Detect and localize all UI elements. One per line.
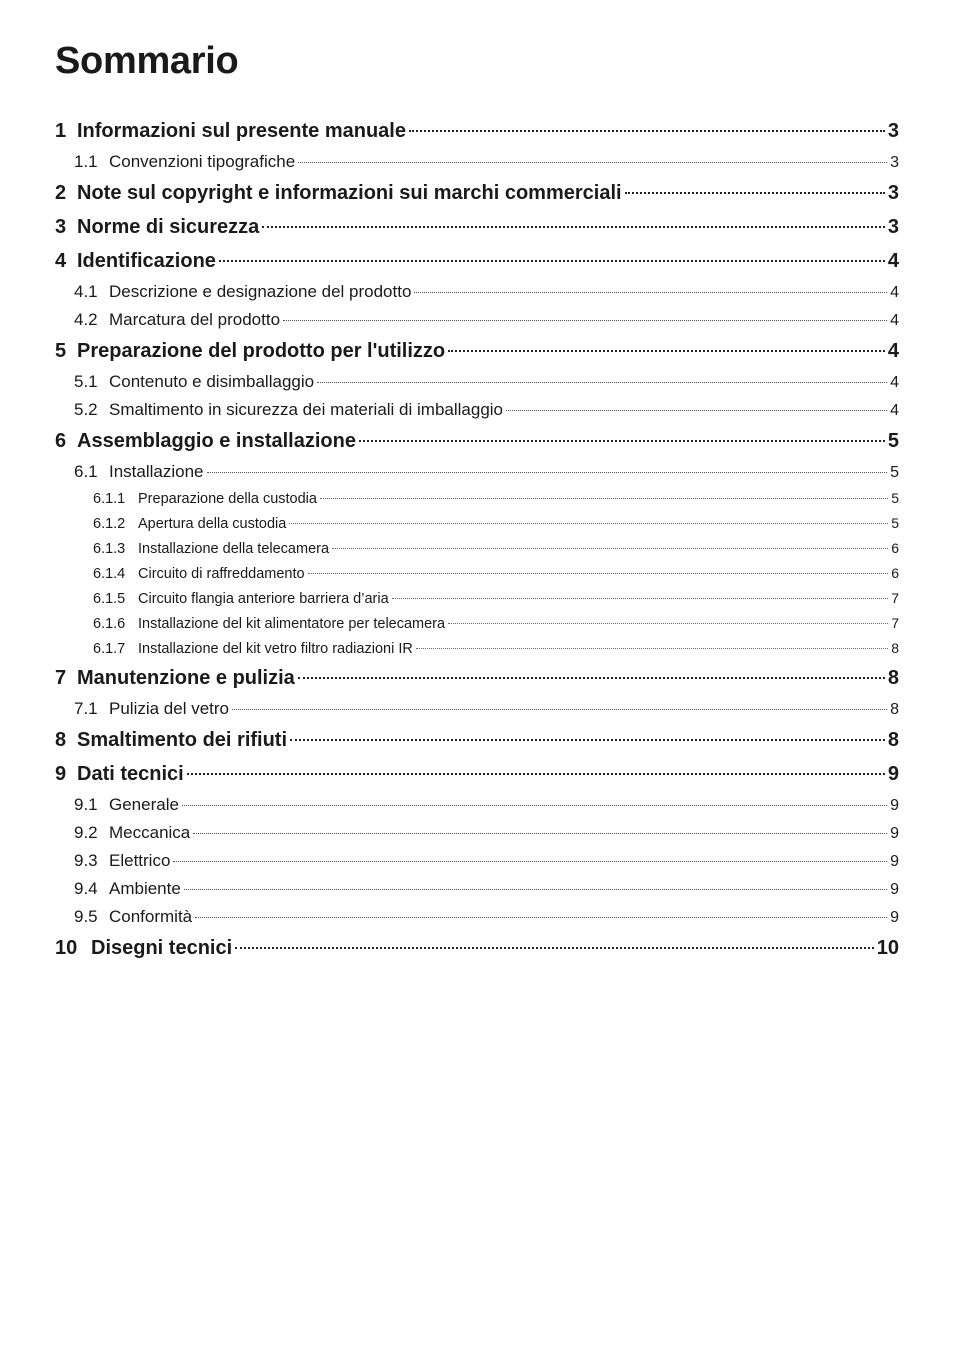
toc-entry-title: Apertura della custodia (138, 516, 287, 532)
dot-leader (416, 648, 888, 649)
dot-leader (207, 472, 888, 473)
toc-entry-label (93, 487, 317, 512)
toc-entry-label (74, 368, 314, 396)
toc-entry-number: 9.3 (74, 851, 98, 870)
toc-entry[interactable] (55, 636, 899, 661)
toc-entry-title: Installazione della telecamera (138, 541, 330, 557)
toc-entry-page-number: 3 (887, 216, 899, 238)
toc-entry-title: Circuito di raffreddamento (138, 566, 305, 582)
toc-entry[interactable] (55, 819, 899, 847)
toc-entry-title: Pulizia del vetro (109, 699, 230, 718)
toc-entry[interactable] (55, 306, 899, 334)
toc-entry-page-number: 9 (890, 881, 899, 898)
toc-entry[interactable] (55, 368, 899, 396)
dot-leader (625, 192, 885, 194)
toc-entry[interactable] (55, 611, 899, 636)
toc-entry-title: Dati tecnici (77, 763, 184, 785)
toc-entry[interactable] (55, 847, 899, 875)
toc-entry-title: Smaltimento dei rifiuti (77, 729, 288, 751)
toc-entry-number: 9.2 (74, 823, 98, 842)
toc-entry-label (55, 210, 259, 244)
toc-entry-label (74, 847, 170, 875)
toc-entry[interactable] (55, 176, 899, 210)
toc-entry-title: Meccanica (109, 823, 191, 842)
toc-entry[interactable] (55, 561, 899, 586)
toc-entry-label (74, 458, 204, 486)
toc-entry[interactable] (55, 511, 899, 536)
dot-leader (232, 709, 887, 710)
toc-entry-number: 9.4 (74, 879, 98, 898)
toc-entry-page-number: 3 (887, 182, 899, 204)
toc-entry-label (93, 562, 305, 587)
dot-leader (193, 833, 887, 834)
toc-entry-number: 6.1.4 (93, 566, 126, 582)
toc-entry-page-number: 9 (890, 853, 899, 870)
dot-leader (448, 350, 885, 352)
toc-entry-label (74, 819, 190, 847)
toc-entry-page-number: 10 (876, 937, 899, 959)
toc-entry-number: 6.1 (74, 462, 98, 481)
toc-entry-label (74, 306, 280, 334)
toc-entry-title: Preparazione della custodia (138, 491, 317, 507)
toc-entry-title: Installazione del kit alimentatore per telecamera (138, 616, 446, 632)
toc-entry-label (74, 903, 192, 931)
toc-entry-label (93, 587, 389, 612)
dot-leader (359, 440, 885, 442)
toc-entry-title: Convenzioni tipografiche (109, 152, 296, 171)
toc-entry-title: Descrizione e designazione del prodotto (109, 282, 412, 301)
toc-entry-number: 10 (55, 937, 78, 959)
toc-entry[interactable] (55, 661, 899, 695)
toc-entry-page-number: 8 (887, 667, 899, 689)
toc-entry[interactable] (55, 334, 899, 368)
dot-leader (392, 598, 889, 599)
toc-entry-title: Identificazione (77, 250, 216, 272)
toc-entry-title: Disegni tecnici (91, 937, 233, 959)
toc-page (55, 38, 899, 965)
toc-entry[interactable] (55, 875, 899, 903)
toc-entry-number: 2 (55, 182, 67, 204)
toc-entry-label (55, 114, 406, 148)
dot-leader (506, 410, 887, 411)
dot-leader (409, 130, 885, 132)
dot-leader (289, 523, 888, 524)
toc-entry-page-number: 7 (891, 590, 899, 606)
toc-entry-label (93, 537, 329, 562)
toc-entry-page-number: 4 (890, 402, 899, 419)
toc-entry-page-number: 4 (890, 312, 899, 329)
toc-entry-number: 3 (55, 216, 67, 238)
toc-entry-page-number: 3 (890, 154, 899, 171)
dot-leader (298, 677, 885, 679)
toc-entry-label (55, 661, 295, 695)
toc-entry-page-number: 5 (890, 464, 899, 481)
toc-entry-page-number: 6 (891, 565, 899, 581)
toc-entry-title: Smaltimento in sicurezza dei materiali di imballaggio (109, 400, 504, 419)
toc-entry-page-number: 9 (890, 909, 899, 926)
toc-entry-title: Conformità (109, 907, 193, 926)
toc-entry[interactable] (55, 278, 899, 306)
toc-entry[interactable] (55, 536, 899, 561)
toc-entry-number: 5.2 (74, 400, 98, 419)
toc-entry-label (74, 791, 179, 819)
toc-entry-number: 6.1.2 (93, 516, 126, 532)
toc-entry-title: Generale (109, 795, 179, 814)
dot-leader (184, 889, 887, 890)
toc-entry-label (74, 148, 295, 176)
toc-entry-number: 9 (55, 763, 67, 785)
toc-entry-number: 7 (55, 667, 67, 689)
dot-leader (195, 917, 887, 918)
dot-leader (182, 805, 887, 806)
toc-entry-title: Marcatura del prodotto (109, 310, 281, 329)
toc-entry-page-number: 9 (887, 763, 899, 785)
toc-entry-title: Circuito flangia anteriore barriera d’aria (138, 591, 389, 607)
toc-entry-page-number: 4 (890, 374, 899, 391)
dot-leader (332, 548, 888, 549)
toc-entry[interactable] (55, 210, 899, 244)
toc-entry[interactable] (55, 244, 899, 278)
toc-entry[interactable] (55, 757, 899, 791)
toc-entry-title: Installazione (109, 462, 204, 481)
dot-leader (308, 573, 889, 574)
toc-entry-page-number: 5 (891, 490, 899, 506)
toc-entry-number: 6.1.7 (93, 641, 126, 657)
toc-entry-page-number: 3 (887, 120, 899, 142)
dot-leader (317, 382, 887, 383)
toc-entry-title: Informazioni sul presente manuale (77, 120, 406, 142)
toc-entry-page-number: 4 (887, 250, 899, 272)
dot-leader (235, 947, 874, 949)
toc-entry-title: Preparazione del prodotto per l'utilizzo (77, 340, 446, 362)
dot-leader (290, 739, 885, 741)
toc-entry-page-number: 5 (891, 515, 899, 531)
toc-entry-label (55, 723, 287, 757)
toc-entry-page-number: 7 (891, 615, 899, 631)
toc-entry-label (55, 757, 184, 791)
dot-leader (448, 623, 888, 624)
toc-entry-number: 4.1 (74, 282, 98, 301)
toc-entry-title: Contenuto e disimballaggio (109, 372, 315, 391)
toc-entry-label (55, 424, 356, 458)
page-title: Sommario (55, 40, 239, 82)
dot-leader (262, 226, 885, 228)
toc-entry-label (74, 278, 411, 306)
toc-entry-page-number: 5 (887, 430, 899, 452)
toc-entry-label (74, 875, 181, 903)
toc-entry-title: Manutenzione e pulizia (77, 667, 295, 689)
dot-leader (414, 292, 887, 293)
toc-entry-page-number: 8 (891, 640, 899, 656)
toc-entry[interactable] (55, 486, 899, 511)
toc-entry-number: 6.1.3 (93, 541, 126, 557)
toc-entry-label (93, 637, 413, 662)
toc-entry-number: 6.1.1 (93, 491, 126, 507)
toc-entry-title: Elettrico (109, 851, 171, 870)
toc-entry-title: Assemblaggio e installazione (77, 430, 356, 452)
toc-entry-page-number: 9 (890, 797, 899, 814)
toc-entry-number: 4.2 (74, 310, 98, 329)
toc-entry[interactable] (55, 396, 899, 424)
toc-entry-number: 6.1.6 (93, 616, 126, 632)
toc-entry-label (74, 396, 503, 424)
toc-entry-label (55, 334, 445, 368)
toc-entry-number: 8 (55, 729, 67, 751)
toc-entry[interactable] (55, 903, 899, 931)
toc-entry-page-number: 4 (890, 284, 899, 301)
toc-entry[interactable] (55, 791, 899, 819)
toc-entry[interactable] (55, 723, 899, 757)
toc-entry-number: 1.1 (74, 152, 98, 171)
toc-entry[interactable] (55, 114, 899, 148)
toc-entry[interactable] (55, 424, 899, 458)
table-of-contents (55, 114, 899, 965)
dot-leader (283, 320, 887, 321)
toc-entry-page-number: 8 (890, 701, 899, 718)
toc-entry-number: 5.1 (74, 372, 98, 391)
toc-entry[interactable] (55, 148, 899, 176)
toc-entry-page-number: 6 (891, 540, 899, 556)
toc-entry-label (55, 244, 216, 278)
toc-entry[interactable] (55, 586, 899, 611)
toc-entry-number: 1 (55, 120, 67, 142)
toc-entry-title: Norme di sicurezza (77, 216, 260, 238)
toc-entry-title: Ambiente (109, 879, 181, 898)
toc-entry-label (55, 176, 622, 210)
toc-entry[interactable] (55, 695, 899, 723)
toc-entry-page-number: 9 (890, 825, 899, 842)
toc-entry-number: 5 (55, 340, 67, 362)
toc-entry-number: 6.1.5 (93, 591, 126, 607)
toc-entry-number: 9.1 (74, 795, 98, 814)
toc-entry[interactable] (55, 458, 899, 486)
toc-entry-label (93, 512, 286, 537)
toc-entry-label (74, 695, 229, 723)
toc-entry-label (55, 931, 232, 965)
dot-leader (187, 773, 885, 775)
toc-entry-title: Note sul copyright e informazioni sui marchi commerciali (77, 182, 622, 204)
toc-entry-number: 7.1 (74, 699, 98, 718)
toc-entry-page-number: 4 (887, 340, 899, 362)
toc-entry-number: 9.5 (74, 907, 98, 926)
dot-leader (298, 162, 887, 163)
dot-leader (219, 260, 885, 262)
toc-entry-number: 6 (55, 430, 67, 452)
toc-entry-title: Installazione del kit vetro filtro radiazioni IR (138, 641, 413, 657)
dot-leader (173, 861, 887, 862)
toc-entry-page-number: 8 (887, 729, 899, 751)
dot-leader (320, 498, 888, 499)
toc-entry-number: 4 (55, 250, 67, 272)
toc-entry[interactable] (55, 931, 899, 965)
toc-entry-label (93, 612, 445, 637)
